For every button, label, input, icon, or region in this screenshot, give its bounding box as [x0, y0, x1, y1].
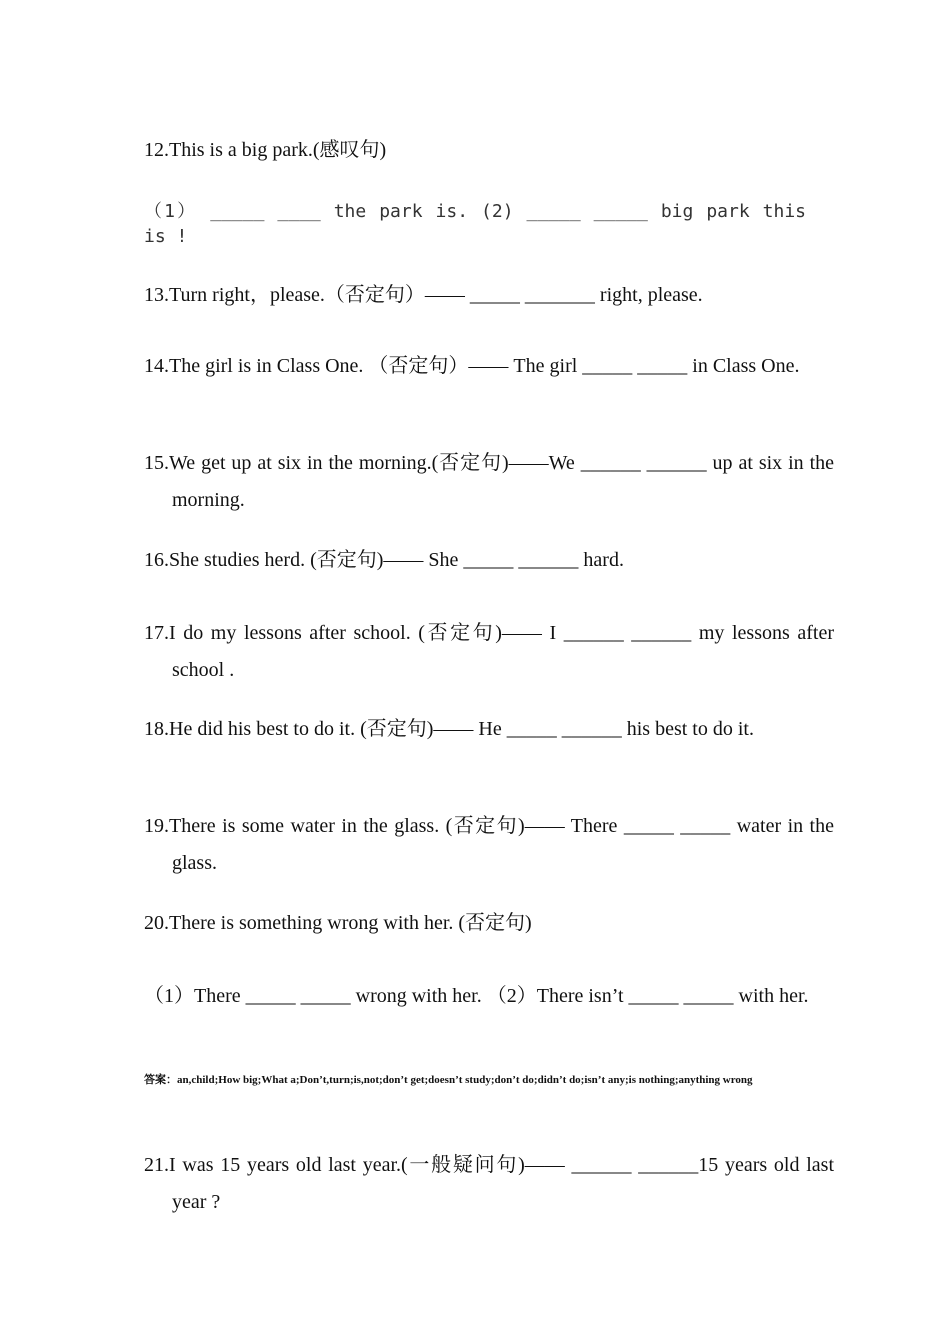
question-20: 20.There is something wrong with her. (否定句) — [144, 912, 532, 934]
answer-key: 答案：an,child;How big;What a;Don’t,turn;is,not;don’t get;doesn’t study;don’t do;didn’t do;isn’t any;is nothing;anything wrong — [144, 1074, 753, 1086]
question-14: 14.The girl is in Class One. （否定句）—— The girl _____ _____ in Class One. — [144, 355, 800, 377]
question-12-options: （1） _____ ____ the park is. (2) _____ _____ big park this is ! — [144, 201, 806, 247]
question-16: 16.She studies herd. (否定句)—— She _____ ______ hard. — [144, 549, 624, 571]
question-18: 18.He did his best to do it. (否定句)—— He _____ ______ his best to do it. — [144, 718, 754, 740]
question-13: 13.Turn right，please.（否定句）—— _____ _______ right, please. — [144, 284, 703, 306]
question-19: 19.There is some water in the glass. (否定句)—— There _____ _____ water in the glass. — [144, 815, 834, 874]
question-15: 15.We get up at six in the morning.(否定句)——We ______ ______ up at six in the morning. — [144, 452, 834, 511]
question-20-options: （1）There _____ _____ wrong with her. （2）There isn’t _____ _____ with her. — [144, 985, 809, 1007]
question-17: 17.I do my lessons after school. (否定句)—— I ______ ______ my lessons after school . — [144, 622, 834, 681]
question-12: 12.This is a big park.(感叹句) — [144, 139, 387, 161]
question-21: 21.I was 15 years old last year.(一般疑问句)—— ______ ______15 years old last year ? — [144, 1154, 834, 1213]
